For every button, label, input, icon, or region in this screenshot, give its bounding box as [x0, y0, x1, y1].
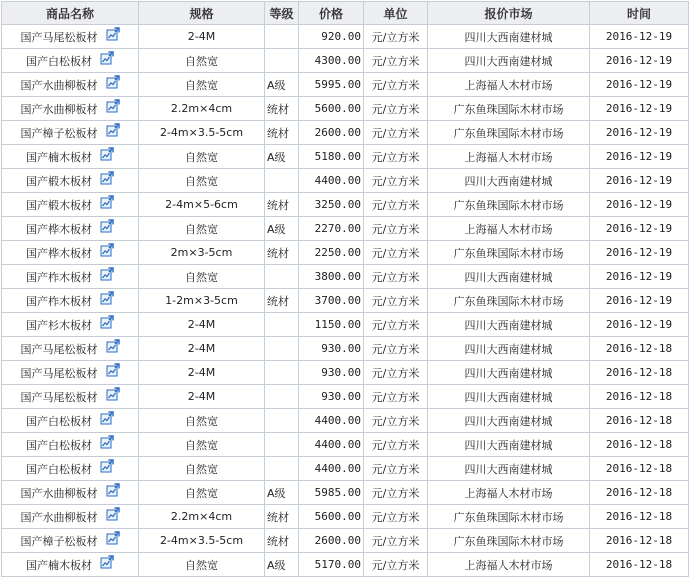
- product-name[interactable]: 国产杉木板材: [26, 318, 92, 332]
- header-price[interactable]: 价格: [299, 2, 364, 25]
- spec-cell: 自然宽: [139, 265, 265, 289]
- date-cell: 2016-12-18: [590, 553, 689, 577]
- spec-cell: 自然宽: [139, 169, 265, 193]
- price-cell: 3700.00: [299, 289, 364, 313]
- unit-cell: 元/立方米: [364, 505, 428, 529]
- market-cell: 四川大西南建材城: [428, 265, 590, 289]
- price-cell: 4400.00: [299, 169, 364, 193]
- grade-cell: [265, 265, 299, 289]
- product-name[interactable]: 国产水曲柳板材: [20, 78, 98, 92]
- header-date[interactable]: 时间: [590, 2, 689, 25]
- spec-cell: 2.2m×4cm: [139, 505, 265, 529]
- table-row: [2, 25, 689, 49]
- date-cell: 2016-12-18: [590, 409, 689, 433]
- market-cell: 广东鱼珠国际木材市场: [428, 289, 590, 313]
- product-name-cell: [2, 49, 139, 73]
- price-trend-chart-icon[interactable]: [100, 555, 114, 569]
- spec-cell: 自然宽: [139, 481, 265, 505]
- product-name-cell: [2, 193, 139, 217]
- grade-cell: [265, 385, 299, 409]
- unit-cell: 元/立方米: [364, 217, 428, 241]
- price-trend-chart-icon[interactable]: [106, 123, 120, 137]
- price-trend-chart-icon[interactable]: [100, 147, 114, 161]
- product-name-cell: [2, 385, 139, 409]
- market-cell: 四川大西南建材城: [428, 337, 590, 361]
- price-cell: 5995.00: [299, 73, 364, 97]
- date-cell: 2016-12-19: [590, 25, 689, 49]
- market-cell: 广东鱼珠国际木材市场: [428, 505, 590, 529]
- price-cell: 1150.00: [299, 313, 364, 337]
- date-cell: 2016-12-19: [590, 49, 689, 73]
- product-name-cell: [2, 433, 139, 457]
- grade-cell: A级: [265, 145, 299, 169]
- table-row: [2, 169, 689, 193]
- product-name[interactable]: 国产白松板材: [26, 54, 92, 68]
- spec-cell: 自然宽: [139, 409, 265, 433]
- unit-cell: 元/立方米: [364, 337, 428, 361]
- grade-cell: [265, 25, 299, 49]
- grade-cell: 统材: [265, 289, 299, 313]
- grade-cell: 统材: [265, 505, 299, 529]
- table-row: [2, 49, 689, 73]
- product-name[interactable]: 国产白松板材: [26, 462, 92, 476]
- market-cell: 广东鱼珠国际木材市场: [428, 241, 590, 265]
- product-name-cell: [2, 265, 139, 289]
- price-trend-chart-icon[interactable]: [100, 435, 114, 449]
- grade-cell: A级: [265, 217, 299, 241]
- grade-cell: A级: [265, 553, 299, 577]
- table-row: [2, 433, 689, 457]
- price-trend-chart-icon[interactable]: [100, 267, 114, 281]
- spec-cell: 2.2m×4cm: [139, 97, 265, 121]
- table-row: [2, 145, 689, 169]
- price-trend-chart-icon[interactable]: [106, 387, 120, 401]
- product-name[interactable]: 国产椴木板材: [26, 174, 92, 188]
- grade-cell: 统材: [265, 241, 299, 265]
- unit-cell: 元/立方米: [364, 481, 428, 505]
- unit-cell: 元/立方米: [364, 457, 428, 481]
- table-body: [2, 25, 689, 577]
- market-cell: 上海福人木材市场: [428, 145, 590, 169]
- price-cell: 930.00: [299, 337, 364, 361]
- spec-cell: 1-2m×3-5cm: [139, 289, 265, 313]
- product-name-cell: [2, 25, 139, 49]
- spec-cell: 自然宽: [139, 433, 265, 457]
- header-row: [2, 2, 689, 25]
- unit-cell: 元/立方米: [364, 313, 428, 337]
- product-name-cell: [2, 481, 139, 505]
- product-name-cell: [2, 217, 139, 241]
- grade-cell: 统材: [265, 97, 299, 121]
- product-name-cell: [2, 361, 139, 385]
- price-trend-chart-icon[interactable]: [106, 483, 120, 497]
- market-cell: 广东鱼珠国际木材市场: [428, 529, 590, 553]
- price-cell: 2600.00: [299, 121, 364, 145]
- price-trend-chart-icon[interactable]: [106, 363, 120, 377]
- date-cell: 2016-12-18: [590, 481, 689, 505]
- date-cell: 2016-12-18: [590, 361, 689, 385]
- unit-cell: 元/立方米: [364, 361, 428, 385]
- unit-cell: 元/立方米: [364, 553, 428, 577]
- unit-cell: 元/立方米: [364, 145, 428, 169]
- product-name[interactable]: 国产马尾松板材: [20, 342, 98, 356]
- header-unit[interactable]: 单位: [364, 2, 428, 25]
- spec-cell: 2m×3-5cm: [139, 241, 265, 265]
- unit-cell: 元/立方米: [364, 289, 428, 313]
- price-trend-chart-icon[interactable]: [106, 27, 120, 41]
- market-cell: 四川大西南建材城: [428, 49, 590, 73]
- product-name-cell: [2, 409, 139, 433]
- product-name[interactable]: 国产马尾松板材: [20, 390, 98, 404]
- price-trend-chart-icon[interactable]: [100, 219, 114, 233]
- product-name[interactable]: 国产桦木板材: [26, 246, 92, 260]
- price-trend-chart-icon[interactable]: [106, 75, 120, 89]
- table-row: [2, 265, 689, 289]
- date-cell: 2016-12-19: [590, 97, 689, 121]
- price-cell: 2600.00: [299, 529, 364, 553]
- price-trend-chart-icon[interactable]: [100, 291, 114, 305]
- table-row: [2, 457, 689, 481]
- date-cell: 2016-12-19: [590, 289, 689, 313]
- header-spec[interactable]: 规格: [139, 2, 265, 25]
- unit-cell: 元/立方米: [364, 193, 428, 217]
- header-grade[interactable]: 等级: [265, 2, 299, 25]
- grade-cell: A级: [265, 73, 299, 97]
- price-cell: 920.00: [299, 25, 364, 49]
- price-cell: 5170.00: [299, 553, 364, 577]
- product-name[interactable]: 国产椴木板材: [26, 198, 92, 212]
- price-trend-chart-icon[interactable]: [100, 195, 114, 209]
- product-name[interactable]: 国产马尾松板材: [20, 30, 98, 44]
- grade-cell: [265, 313, 299, 337]
- price-trend-chart-icon[interactable]: [100, 315, 114, 329]
- price-cell: 930.00: [299, 385, 364, 409]
- table-row: [2, 289, 689, 313]
- market-cell: 四川大西南建材城: [428, 25, 590, 49]
- table-row: [2, 217, 689, 241]
- price-cell: 4300.00: [299, 49, 364, 73]
- product-name[interactable]: 国产柞木板材: [26, 294, 92, 308]
- unit-cell: 元/立方米: [364, 409, 428, 433]
- price-cell: 5600.00: [299, 97, 364, 121]
- market-cell: 上海福人木材市场: [428, 481, 590, 505]
- table-row: [2, 385, 689, 409]
- price-trend-chart-icon[interactable]: [100, 51, 114, 65]
- market-cell: 上海福人木材市场: [428, 73, 590, 97]
- spec-cell: 自然宽: [139, 217, 265, 241]
- price-trend-chart-icon[interactable]: [106, 531, 120, 545]
- table-row: [2, 313, 689, 337]
- table-row: [2, 121, 689, 145]
- market-cell: 四川大西南建材城: [428, 385, 590, 409]
- grade-cell: 统材: [265, 193, 299, 217]
- date-cell: 2016-12-19: [590, 265, 689, 289]
- price-trend-chart-icon[interactable]: [100, 411, 114, 425]
- date-cell: 2016-12-19: [590, 313, 689, 337]
- spec-cell: 2-4M: [139, 25, 265, 49]
- product-name[interactable]: 国产楠木板材: [26, 150, 92, 164]
- product-name[interactable]: 国产白松板材: [26, 438, 92, 452]
- date-cell: 2016-12-19: [590, 217, 689, 241]
- unit-cell: 元/立方米: [364, 169, 428, 193]
- spec-cell: 自然宽: [139, 553, 265, 577]
- product-name-cell: [2, 505, 139, 529]
- unit-cell: 元/立方米: [364, 49, 428, 73]
- market-cell: 四川大西南建材城: [428, 409, 590, 433]
- market-cell: 上海福人木材市场: [428, 217, 590, 241]
- price-trend-chart-icon[interactable]: [100, 171, 114, 185]
- unit-cell: 元/立方米: [364, 97, 428, 121]
- date-cell: 2016-12-19: [590, 193, 689, 217]
- grade-cell: [265, 409, 299, 433]
- product-name[interactable]: 国产桦木板材: [26, 222, 92, 236]
- market-cell: 上海福人木材市场: [428, 553, 590, 577]
- unit-cell: 元/立方米: [364, 241, 428, 265]
- price-cell: 5600.00: [299, 505, 364, 529]
- table-row: [2, 409, 689, 433]
- date-cell: 2016-12-18: [590, 505, 689, 529]
- market-cell: 四川大西南建材城: [428, 313, 590, 337]
- market-cell: 四川大西南建材城: [428, 361, 590, 385]
- grade-cell: [265, 457, 299, 481]
- product-name-cell: [2, 289, 139, 313]
- grade-cell: 统材: [265, 121, 299, 145]
- table-row: [2, 337, 689, 361]
- spec-cell: 自然宽: [139, 73, 265, 97]
- spec-cell: 2-4m×3.5-5cm: [139, 529, 265, 553]
- grade-cell: [265, 361, 299, 385]
- price-cell: 4400.00: [299, 433, 364, 457]
- market-cell: 广东鱼珠国际木材市场: [428, 193, 590, 217]
- unit-cell: 元/立方米: [364, 433, 428, 457]
- market-cell: 四川大西南建材城: [428, 457, 590, 481]
- spec-cell: 自然宽: [139, 145, 265, 169]
- product-name-cell: [2, 169, 139, 193]
- unit-cell: 元/立方米: [364, 73, 428, 97]
- market-cell: 四川大西南建材城: [428, 169, 590, 193]
- grade-cell: [265, 433, 299, 457]
- spec-cell: 2-4M: [139, 337, 265, 361]
- date-cell: 2016-12-18: [590, 337, 689, 361]
- table-row: [2, 505, 689, 529]
- unit-cell: 元/立方米: [364, 25, 428, 49]
- unit-cell: 元/立方米: [364, 121, 428, 145]
- grade-cell: 统材: [265, 529, 299, 553]
- product-name-cell: [2, 121, 139, 145]
- market-cell: 四川大西南建材城: [428, 433, 590, 457]
- product-name-cell: [2, 313, 139, 337]
- product-name[interactable]: 国产樟子松板材: [20, 534, 98, 548]
- spec-cell: 2-4m×5-6cm: [139, 193, 265, 217]
- date-cell: 2016-12-19: [590, 241, 689, 265]
- product-name-cell: [2, 457, 139, 481]
- table-row: [2, 97, 689, 121]
- price-cell: 2250.00: [299, 241, 364, 265]
- table-row: [2, 553, 689, 577]
- product-name[interactable]: 国产水曲柳板材: [20, 102, 98, 116]
- product-name[interactable]: 国产马尾松板材: [20, 366, 98, 380]
- price-trend-chart-icon[interactable]: [106, 339, 120, 353]
- price-cell: 5180.00: [299, 145, 364, 169]
- product-name-cell: [2, 145, 139, 169]
- price-cell: 2270.00: [299, 217, 364, 241]
- price-trend-chart-icon[interactable]: [106, 507, 120, 521]
- date-cell: 2016-12-19: [590, 169, 689, 193]
- product-name[interactable]: 国产樟子松板材: [20, 126, 98, 140]
- price-cell: 3800.00: [299, 265, 364, 289]
- product-name-cell: [2, 241, 139, 265]
- grade-cell: [265, 169, 299, 193]
- date-cell: 2016-12-19: [590, 145, 689, 169]
- price-cell: 4400.00: [299, 409, 364, 433]
- date-cell: 2016-12-18: [590, 457, 689, 481]
- unit-cell: 元/立方米: [364, 529, 428, 553]
- table-row: [2, 241, 689, 265]
- product-name-cell: [2, 337, 139, 361]
- price-cell: 5985.00: [299, 481, 364, 505]
- table-row: [2, 529, 689, 553]
- product-name[interactable]: 国产白松板材: [26, 414, 92, 428]
- date-cell: 2016-12-19: [590, 73, 689, 97]
- product-name[interactable]: 国产水曲柳板材: [20, 486, 98, 500]
- product-name[interactable]: 国产水曲柳板材: [20, 510, 98, 524]
- product-name-cell: [2, 97, 139, 121]
- header-name[interactable]: 商品名称: [2, 2, 139, 25]
- grade-cell: [265, 337, 299, 361]
- table-row: [2, 193, 689, 217]
- product-name-cell: [2, 73, 139, 97]
- product-name[interactable]: 国产柞木板材: [26, 270, 92, 284]
- price-cell: 4400.00: [299, 457, 364, 481]
- grade-cell: A级: [265, 481, 299, 505]
- market-cell: 广东鱼珠国际木材市场: [428, 97, 590, 121]
- unit-cell: 元/立方米: [364, 265, 428, 289]
- date-cell: 2016-12-18: [590, 433, 689, 457]
- product-name[interactable]: 国产楠木板材: [26, 558, 92, 572]
- table-row: [2, 73, 689, 97]
- spec-cell: 2-4M: [139, 313, 265, 337]
- product-name-cell: [2, 553, 139, 577]
- table-row: [2, 361, 689, 385]
- product-name-cell: [2, 529, 139, 553]
- spec-cell: 自然宽: [139, 49, 265, 73]
- date-cell: 2016-12-18: [590, 385, 689, 409]
- price-cell: 3250.00: [299, 193, 364, 217]
- grade-cell: [265, 49, 299, 73]
- table-row: [2, 481, 689, 505]
- date-cell: 2016-12-19: [590, 121, 689, 145]
- spec-cell: 2-4M: [139, 361, 265, 385]
- spec-cell: 2-4m×3.5-5cm: [139, 121, 265, 145]
- spec-cell: 2-4M: [139, 385, 265, 409]
- price-cell: 930.00: [299, 361, 364, 385]
- price-table: [1, 1, 689, 577]
- market-cell: 广东鱼珠国际木材市场: [428, 121, 590, 145]
- spec-cell: 自然宽: [139, 457, 265, 481]
- price-trend-chart-icon[interactable]: [100, 243, 114, 257]
- header-market[interactable]: 报价市场: [428, 2, 590, 25]
- unit-cell: 元/立方米: [364, 385, 428, 409]
- date-cell: 2016-12-18: [590, 529, 689, 553]
- price-trend-chart-icon[interactable]: [100, 459, 114, 473]
- price-trend-chart-icon[interactable]: [106, 99, 120, 113]
